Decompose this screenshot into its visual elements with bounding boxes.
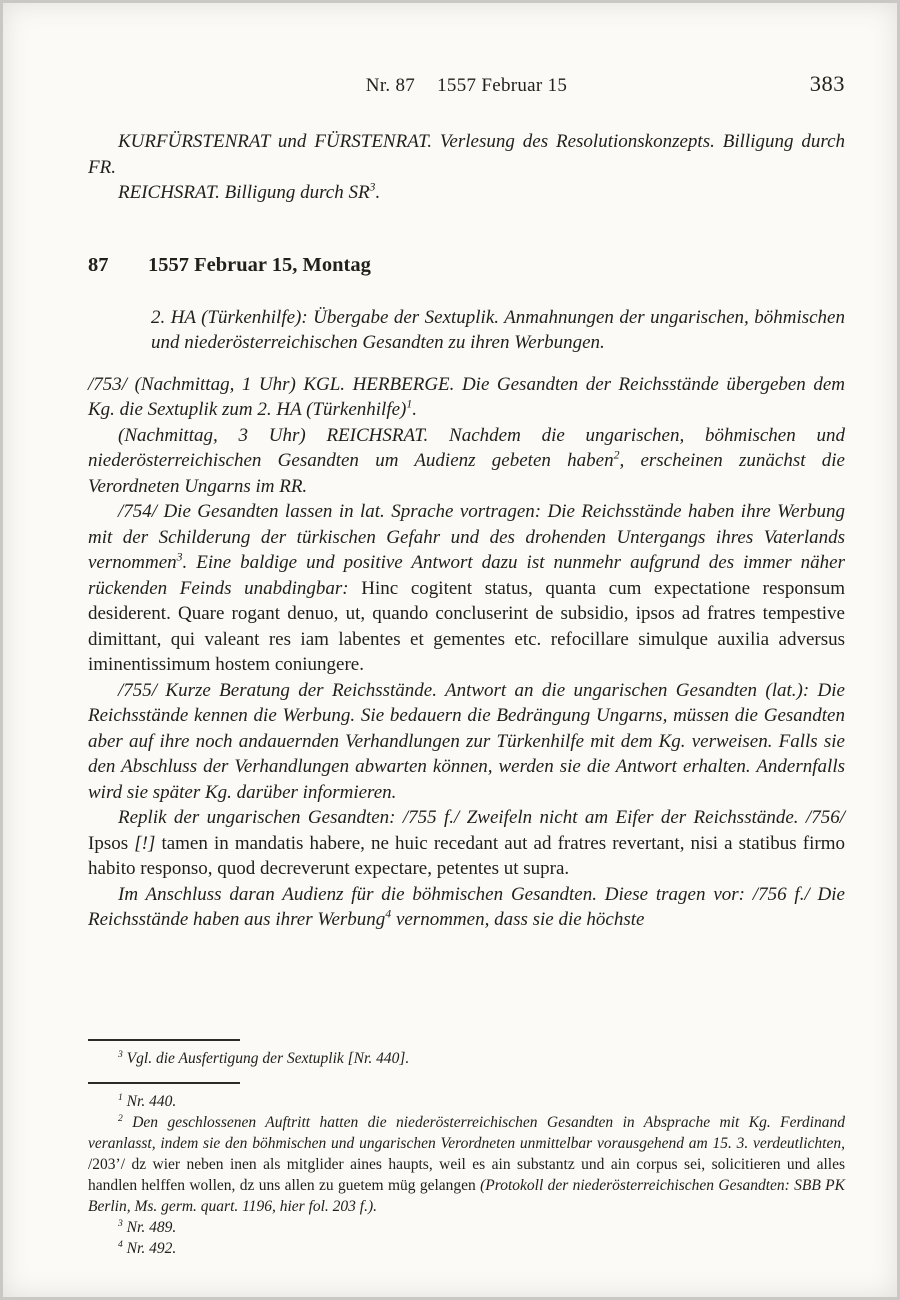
text-segment: REICHSRAT. Billigung durch SR [118,182,370,203]
footnote [88,1091,845,1112]
footnote-marker: 3 [118,1217,123,1229]
text-segment: vernommen, dass sie die höchste [391,909,645,930]
running-head [88,71,845,101]
entry-summary [151,305,845,356]
page-content [88,71,845,933]
footnote-marker: 1 [118,1091,123,1103]
text-segment: tamen in mandatis habere, ne huic recedant aut ad fratres revertant, nisi a statibus firmo habito responso, quod decreverunt expectare, petentes ut supra. [88,832,845,879]
entry-title: 1557 Februar 15, Montag [148,253,371,276]
text-segment: Nr. 492. [122,1240,177,1257]
text-segment: . [412,399,418,420]
body-paragraph [88,499,845,678]
footnote-area [88,1039,845,1259]
text-segment: [!] [134,832,156,854]
footnote [88,1112,845,1217]
footnote-marker: 4 [118,1238,123,1250]
text-segment: Im Anschluss daran Audienz für die böhmischen Gesandten. Diese tragen vor: /756 f./ Die Reichsstände haben aus ihrer Werbung [88,883,845,930]
footnote [88,1048,845,1069]
entry-number: 87 [88,253,109,276]
running-head-entry-ref: Nr. 87 [365,75,416,96]
footnote-marker: 3 [176,550,183,564]
carryover-paragraph [88,180,845,206]
text-segment: /753/ (Nachmittag, 1 Uhr) KGL. HERBERGE. Die Gesandten der Reichsstände übergeben dem Kg. die Sextuplik zum 2. HA (Türkenhilfe) [88,373,845,420]
footnote-marker: 2 [613,448,620,462]
body-paragraph [88,678,845,806]
text-segment: 2. HA (Türkenhilfe): Übergabe der Sextuplik. Anmahnungen der ungarischen, böhmischen und niederösterreichischen Gesandten zu ihren Werbungen. [151,306,845,353]
text-segment: , erscheinen zunächst die Verordneten Ungarns im RR. [88,450,845,497]
footnote-marker: 3 [369,180,376,194]
text-segment: /203’/ dz wier neben inen als mitglider aines haupts, weil es ain substantz und ain corpus sei, solicitieren und alles handlen helffen wollen, dz uns allen zu guetem müg gelangen [88,1156,845,1194]
footnote [88,1238,845,1259]
page-number: 383 [809,71,845,96]
footnote-marker: 4 [385,907,392,921]
footnote-separator-rule [88,1039,240,1041]
text-segment: Nr. 489. [122,1219,177,1236]
text-segment: . [375,182,381,203]
carryover-paragraph [88,129,845,180]
body-paragraph [88,882,845,933]
text-segment: Replik der ungarischen Gesandten: /755 f./ Zweifeln nicht am Eifer der Reichsstände. /756/ [118,807,845,828]
body-paragraph [88,423,845,500]
footnote [88,1217,845,1238]
text-segment: Hinc cogitent status, quanta cum expectatione responsum desiderent. Quare rogant denuo, ut, quando concluserint de subsidio, ipsos ad fratres tempestive dimittant, qui valeant res iam labentes et gementes etc. refocillare simulque auxilia adversus iminentissimum hostem coniungere. [88,577,845,675]
footnote-separator-rule [88,1082,240,1084]
footnote-marker: 1 [406,397,413,411]
text-segment: Den geschlossenen Auftritt hatten die niederösterreichischen Gesandten in Absprache mit Kg. Ferdinand veranlasst, indem sie den böhmischen und ungarischen Verordneten unmittelbar vorausgehend am 15. 3. verdeutlichten, [88,1114,845,1152]
body-paragraph [88,805,845,882]
text-segment: KURFÜRSTENRAT und FÜRSTENRAT. Verlesung des Resolutionskonzepts. Billigung durch FR. [88,131,845,178]
entry-heading [88,252,845,279]
footnote-marker: 2 [118,1112,123,1124]
text-segment: . Eine baldige und positive Antwort dazu ist nunmehr aufgrund des immer näher rückenden Feinds unabdingbar: [88,552,845,599]
text-segment: Vgl. die Ausfertigung der Sextuplik [Nr. 440]. [122,1050,410,1067]
text-segment: (Nachmittag, 3 Uhr) REICHSRAT. Nachdem die ungarischen, böhmischen und niederösterreichischen Gesandten um Audienz gebeten haben [88,424,845,471]
body-paragraph [88,372,845,423]
footnote-marker: 3 [118,1048,123,1060]
text-segment: Ipsos [88,832,135,854]
text-segment: /755/ Kurze Beratung der Reichsstände. Antwort an die ungarischen Gesandten (lat.): Die Reichsstände kennen die Werbung. Sie bedauern die Bedrängung Ungarns, müssen die Gesandten aber auf ihre noch andauernden Verhandlungen zur Türkenhilfe mit dem Kg. verweisen. Falls sie den Abschluss der Verhandlungen abwarten können, werden sie die Antwort erhalten. Andernfalls wird sie später Kg. darüber informieren. [88,679,845,803]
text-segment: /754/ Die Gesandten lassen in lat. Sprache vortragen: Die Reichsstände haben ihre Werbung mit der Schilderung der türkischen Gefahr und des drohenden Untergangs ihres Vaterlands vernommen [88,501,845,573]
text-segment: (Protokoll der niederösterreichischen Gesandten: SBB PK Berlin, Ms. germ. quart. 1196, hier fol. 203 f.). [88,1177,845,1215]
running-head-date: 1557 Februar 15 [437,75,568,96]
text-segment: Nr. 440. [122,1093,177,1110]
book-page [3,3,897,1297]
